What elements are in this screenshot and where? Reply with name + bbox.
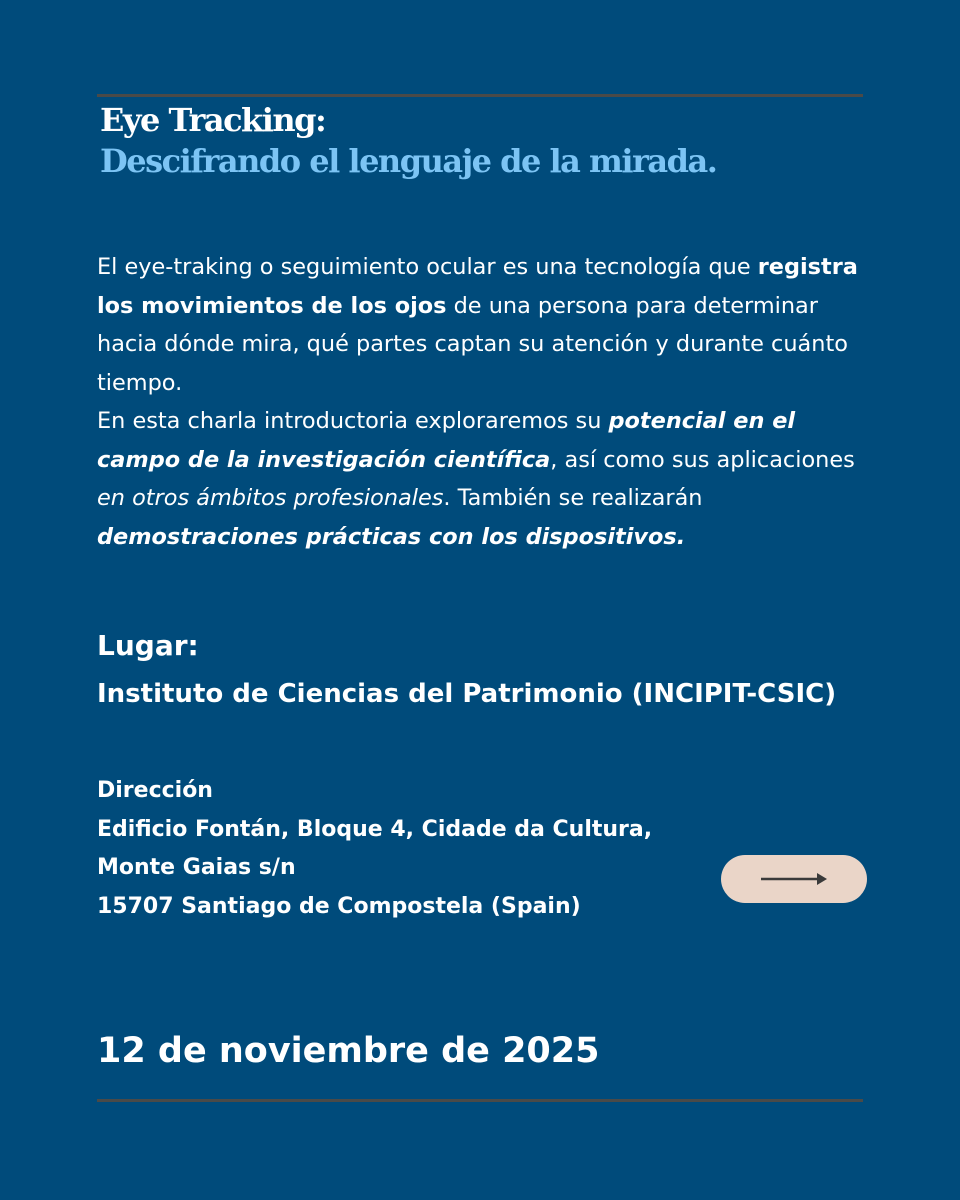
- description-text: , así como sus aplicaciones: [550, 446, 855, 473]
- address-line-1: Edificio Fontán, Bloque 4, Cidade da Cultura,: [97, 816, 653, 842]
- top-divider: [97, 94, 863, 97]
- description-text: El eye-traking o seguimiento ocular es una tecnología que: [97, 254, 758, 280]
- description-emphasis: demostraciones prácticas con los dispositivos.: [97, 523, 686, 550]
- description-text: . También se realizarán: [443, 485, 703, 511]
- address-label: Dirección: [97, 778, 213, 803]
- description-text: de una persona para determinar hacia dónde mira, qué partes captan su atención y durante cuánto tiempo.: [97, 292, 848, 396]
- description-paragraph-1: [97, 248, 867, 402]
- title-line-2: Descifrando el lenguaje de la mirada.: [100, 142, 717, 180]
- venue-label: Lugar:: [97, 629, 199, 662]
- event-description: [97, 248, 867, 556]
- description-text: En esta charla introductoria exploraremos su: [97, 408, 609, 434]
- venue-name: Instituto de Ciencias del Patrimonio (INCIPIT-CSIC): [97, 679, 837, 709]
- title-line-1: Eye Tracking:: [100, 101, 326, 139]
- description-paragraph-2: [97, 402, 867, 556]
- address-line-2: Monte Gaias s/n: [97, 855, 296, 880]
- bottom-divider: [97, 1099, 863, 1102]
- description-emphasis: registra los movimientos de los ojos: [97, 254, 858, 319]
- address-block: [97, 772, 717, 926]
- event-title: [100, 100, 880, 182]
- description-emphasis: potencial en el campo de la investigación científica: [97, 408, 796, 473]
- event-date: 12 de noviembre de 2025: [97, 1031, 600, 1071]
- next-button[interactable]: [721, 855, 867, 903]
- description-italic: en otros ámbitos profesionales: [97, 485, 444, 511]
- address-line-3: 15707 Santiago de Compostela (Spain): [97, 893, 581, 919]
- arrow-right-icon: [759, 869, 829, 889]
